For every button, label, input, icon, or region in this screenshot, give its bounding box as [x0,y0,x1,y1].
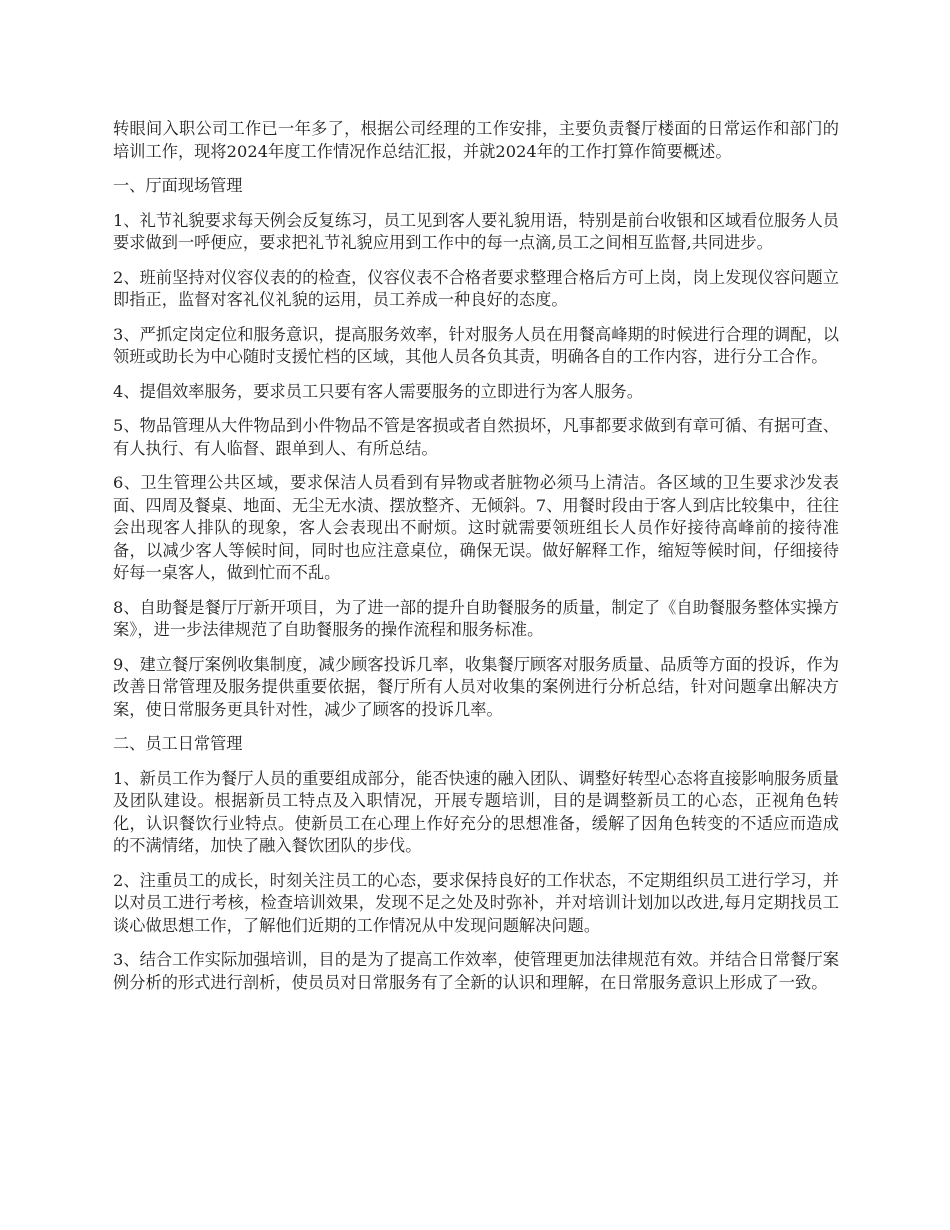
document-body [113,118,839,1006]
section1-item: 6、卫生管理公共区域，要求保洁人员看到有异物或者脏物必须马上清洁。各区域的卫生要求沙发表面、四周及餐桌、地面、无尘无水渍、摆放整齐、无倾斜。7、用餐时段由于客人到店比较集中，往往会出现客人排队的现象，客人会表现出不耐烦。这时就需要领班组长人员作好接待高峰前的接待准备，以减少客人等候时间，同时也应注意桌位，确保无误。做好解释工作，缩短等候时间，仔细接待好每一桌客人，做到忙而不乱。 [113,473,839,582]
section2-item: 1、新员工作为餐厅人员的重要组成部分，能否快速的融入团队、调整好转型心态将直接影响服务质量及团队建设。根据新员工特点及入职情况，开展专题培训，目的是调整新员工的心态，正视角色转化，认识餐饮行业特点。使新员工在心理上作好充分的思想准备，缓解了因角色转变的不适应而造成的不满情绪，加快了融入餐饮团队的步伐。 [113,768,839,855]
section1-item: 4、提倡效率服务，要求员工只要有客人需要服务的立即进行为客人服务。 [113,381,643,401]
section1-item: 2、班前坚持对仪容仪表的的检查，仪容仪表不合格者要求整理合格后方可上岗，岗上发现仪容问题立即指正，监督对客礼仪礼貌的运用，员工养成一种良好的态度。 [113,267,839,309]
section-heading-staff-management: 二、员工日常管理 [113,734,243,753]
intro-paragraph: 转眼间入职公司工作已一年多了，根据公司经理的工作安排，主要负责餐厅楼面的日常运作和部门的培训工作，现将2024年度工作情况作总结汇报，并就2024年的工作打算作简要概述。 [113,119,839,161]
section2-item: 2、注重员工的成长，时刻关注员工的心态，要求保持良好的工作状态，不定期组织员工进行学习，并以对员工进行考核，检查培训效果，发现不足之处及时弥补，并对培训计划加以改进,每月定期找员工谈心做思想工作，了解他们近期的工作情况从中发现问题解决问题。 [113,870,839,935]
section-heading-hall-management: 一、厅面现场管理 [113,176,243,195]
section1-item: 8、自助餐是餐厅厅新开项目，为了进一部的提升自助餐服务的质量，制定了《自助餐服务整体实操方案》，进一步法律规范了自助餐服务的操作流程和服务标准。 [113,597,839,639]
section1-item: 5、物品管理从大件物品到小件物品不管是客损或者自然损坏，凡事都要求做到有章可循、有据可查、有人执行、有人临督、跟单到人、有所总结。 [113,416,839,458]
section2-item: 3、结合工作实际加强培训，目的是为了提高工作效率，使管理更加法律规范有效。并结合日常餐厅案例分析的形式进行剖析，使员员对日常服务有了全新的认识和理解，在日常服务意识上形成了一致。 [113,950,839,992]
section1-item: 1、礼节礼貌要求每天例会反复练习，员工见到客人要礼貌用语，特别是前台收银和区域看位服务人员要求做到一呼便应，要求把礼节礼貌应用到工作中的每一点滴,员工之间相互监督,共同进步。 [113,210,839,252]
section1-item: 3、严抓定岗定位和服务意识，提高服务效率，针对服务人员在用餐高峰期的时候进行合理的调配，以领班或助长为中心随时支援忙档的区域，其他人员各负其责，明确各自的工作内容，进行分工合作。 [113,324,839,366]
section1-item: 9、建立餐厅案例收集制度，减少顾客投诉几率，收集餐厅顾客对服务质量、品质等方面的投诉，作为改善日常管理及服务提供重要依据，餐厅所有人员对收集的案例进行分析总结，针对问题拿出解决方案，使日常服务更具针对性，减少了顾客的投诉几率。 [113,654,839,719]
